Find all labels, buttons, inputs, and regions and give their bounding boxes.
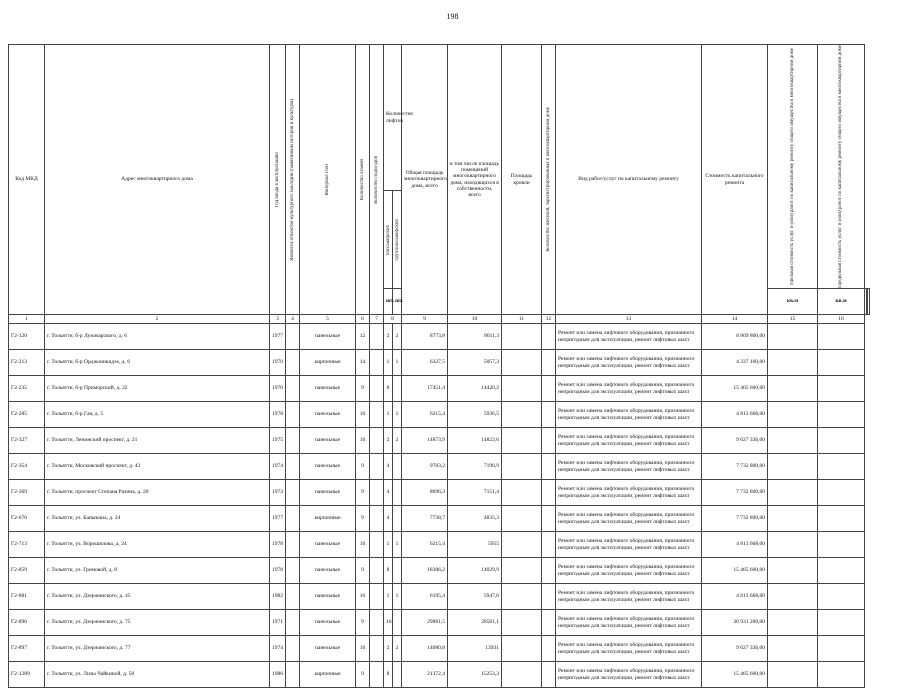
table-cell-year: 1973 <box>270 480 286 506</box>
table-cell-entrances <box>370 402 384 428</box>
capital-repair-table <box>8 44 870 688</box>
table-cell-work-type: Ремонт или замена лифтового оборудования, признанного непригодным для эксплуатации, ремонт лифтовых шахт <box>556 428 702 454</box>
table-cell-wall: панельные <box>300 324 356 350</box>
col-cargo-lifts-header: грузопассажирских <box>393 191 402 289</box>
table-cell-max-cost <box>818 532 865 558</box>
table-cell-floors: 9 <box>356 454 370 480</box>
table-cell-year: 1970 <box>270 376 286 402</box>
table-row <box>9 480 870 506</box>
table-cell-wall: панельные <box>300 532 356 558</box>
column-number: 2 <box>45 315 270 324</box>
column-number: 16 <box>818 315 865 324</box>
table-cell-address: г. Тольятти, ул. Баныкина, д. 24 <box>45 506 270 532</box>
column-number: 12 <box>542 315 556 324</box>
table-cell-unit-cost <box>768 636 818 662</box>
table-cell-cargo-lifts <box>393 662 402 688</box>
table-cell-heritage <box>286 636 300 662</box>
col-year-header: Год ввода в эксплуатацию <box>270 45 286 315</box>
table-cell-roof <box>502 506 542 532</box>
table-cell-cost: 4 337 100,00 <box>702 350 768 376</box>
table-cell-code: Г2-881 <box>9 584 45 610</box>
table-cell-floors: 9 <box>356 662 370 688</box>
col-cost-header: Стоимость капитального ремонта <box>702 45 768 315</box>
table-cell-owned-area: 7196,9 <box>448 454 502 480</box>
table-cell-passenger-lifts: 8 <box>384 558 393 584</box>
table-cell-area: 21372,4 <box>402 662 448 688</box>
table-cell-entrances <box>370 376 384 402</box>
table-cell-year: 1986 <box>270 662 286 688</box>
table-cell-code: Г2-1289 <box>9 662 45 688</box>
table-row <box>9 506 870 532</box>
table-cell-wall: панельные <box>300 636 356 662</box>
table-cell-max-cost <box>818 662 865 688</box>
table-cell-unit-cost <box>768 506 818 532</box>
table-cell-owned-area: 5936,5 <box>448 402 502 428</box>
table-cell-wall: панельные <box>300 558 356 584</box>
table-cell-owned-area: 5947,6 <box>448 584 502 610</box>
table-cell-area: 6215,4 <box>402 402 448 428</box>
table-cell-roof <box>502 636 542 662</box>
table-cell-heritage <box>286 558 300 584</box>
table-cell-heritage <box>286 350 300 376</box>
table-cell-floors: 16 <box>356 428 370 454</box>
table-cell-residents <box>542 532 556 558</box>
table-cell-entrances <box>370 324 384 350</box>
table-cell-max-cost <box>818 636 865 662</box>
table-cell-max-cost <box>818 454 865 480</box>
column-number: 7 <box>370 315 384 324</box>
table-cell-floors: 9 <box>356 610 370 636</box>
table-cell-cargo-lifts <box>393 558 402 584</box>
col-owned-area-header: в том числе площадь помещений многоквартирного дома, находящихся в собственности, всего <box>448 45 502 315</box>
table-cell-floors: 9 <box>356 558 370 584</box>
table-cell-work-type: Ремонт или замена лифтового оборудования, признанного непригодным для эксплуатации, ремонт лифтовых шахт <box>556 324 702 350</box>
table-cell-area: 14080,8 <box>402 636 448 662</box>
table-cell-work-type: Ремонт или замена лифтового оборудования, признанного непригодным для эксплуатации, ремонт лифтовых шахт <box>556 454 702 480</box>
table-cell-owned-area: 7151,4 <box>448 480 502 506</box>
table-cell-max-cost <box>818 428 865 454</box>
table-cell-roof <box>502 584 542 610</box>
table-cell-owned-area: 8611,3 <box>448 324 502 350</box>
table-cell-area: 6195,4 <box>402 584 448 610</box>
column-number: 1 <box>9 315 45 324</box>
table-cell-address: г. Тольятти, проспект Степана Разина, д. 20 <box>45 480 270 506</box>
table-cell-address: г. Тольятти, б-р Приморский, д. 32 <box>45 376 270 402</box>
table-cell-passenger-lifts: 2 <box>384 324 393 350</box>
col-wall-header: Материал стен <box>300 45 356 315</box>
col-floors-header: Количество этажей <box>356 45 370 315</box>
col-passenger-lifts-header: пассажирских <box>384 191 393 289</box>
table-cell-address: г. Тольятти, б-р Луначарского, д. 6 <box>45 324 270 350</box>
table-cell-owned-area: 14822,6 <box>448 428 502 454</box>
table-cell-code: Г2-354 <box>9 454 45 480</box>
table-cell-code: Г2-713 <box>9 532 45 558</box>
table-cell-address: г. Тольятти, ул. Дзержинского, д. 77 <box>45 636 270 662</box>
col-entrances-header: Количество подъездов <box>370 45 384 315</box>
table-cell-max-cost <box>818 558 865 584</box>
unit-owned-area: кв.м <box>818 288 865 314</box>
table-cell-max-cost <box>818 506 865 532</box>
table-cell-entrances <box>370 662 384 688</box>
table-cell-owned-area: 14029,9 <box>448 558 502 584</box>
table-cell-wall: панельные <box>300 402 356 428</box>
column-number: 15 <box>768 315 818 324</box>
table-cell-year: 1974 <box>270 636 286 662</box>
table-cell-max-cost <box>818 350 865 376</box>
unit-passenger-lifts: шт. <box>384 288 393 314</box>
table-cell-residents <box>542 350 556 376</box>
table-cell-area: 6215,4 <box>402 532 448 558</box>
table-cell-entrances <box>370 532 384 558</box>
column-number: 5 <box>300 315 356 324</box>
table-row <box>9 324 870 350</box>
table-cell-residents <box>542 610 556 636</box>
table-cell-owned-area: 5057,3 <box>448 350 502 376</box>
table-cell-unit-cost <box>768 376 818 402</box>
table-cell-passenger-lifts: 1 <box>384 532 393 558</box>
table-cell-work-type: Ремонт или замена лифтового оборудования, признанного непригодным для эксплуатации, ремонт лифтовых шахт <box>556 506 702 532</box>
table-cell-cost: 15 465 600,00 <box>702 662 768 688</box>
table-cell-cost: 9 627 336,00 <box>702 428 768 454</box>
table-cell-owned-area: 28581,1 <box>448 610 502 636</box>
table-cell-max-cost <box>818 480 865 506</box>
table-cell-area: 6327,5 <box>402 350 448 376</box>
table-cell-floors: 16 <box>356 532 370 558</box>
table-row <box>9 610 870 636</box>
table-cell-residents <box>542 454 556 480</box>
table-cell-entrances <box>370 480 384 506</box>
table-cell-roof <box>502 480 542 506</box>
column-number: 4 <box>286 315 300 324</box>
table-cell-area: 18386,2 <box>402 558 448 584</box>
table-cell-cost: 15 465 600,00 <box>702 376 768 402</box>
table-cell-residents <box>542 428 556 454</box>
table-cell-address: г. Тольятти, ул. Ворошилова, д. 24 <box>45 532 270 558</box>
table-cell-passenger-lifts: 16 <box>384 610 393 636</box>
table-cell-entrances <box>370 350 384 376</box>
table-cell-roof <box>502 324 542 350</box>
table-cell-code: Г2-285 <box>9 402 45 428</box>
table-cell-unit-cost <box>768 428 818 454</box>
table-row <box>9 402 870 428</box>
col-roof-header: Площадь кровли <box>502 45 542 315</box>
table-cell-passenger-lifts: 1 <box>384 402 393 428</box>
table-cell-max-cost <box>818 610 865 636</box>
table-cell-passenger-lifts: 8 <box>384 662 393 688</box>
table-cell-wall: кирпичные <box>300 662 356 688</box>
table-cell-residents <box>542 636 556 662</box>
table-cell-wall: панельные <box>300 428 356 454</box>
table-cell-heritage <box>286 506 300 532</box>
table-row <box>9 532 870 558</box>
table-cell-unit-cost <box>768 480 818 506</box>
table-cell-year: 1978 <box>270 402 286 428</box>
table-cell-cargo-lifts <box>393 506 402 532</box>
table-cell-roof <box>502 428 542 454</box>
table-cell-wall: панельные <box>300 376 356 402</box>
table-cell-heritage <box>286 376 300 402</box>
table-cell-wall: кирпичные <box>300 506 356 532</box>
table-cell-area: 8696,3 <box>402 480 448 506</box>
table-cell-work-type: Ремонт или замена лифтового оборудования, признанного непригодным для эксплуатации, ремонт лифтовых шахт <box>556 480 702 506</box>
table-cell-roof <box>502 610 542 636</box>
table-cell-area: 9783,2 <box>402 454 448 480</box>
table-cell-cost: 7 732 800,00 <box>702 506 768 532</box>
table-cell-entrances <box>370 506 384 532</box>
table-cell-area: 17451,4 <box>402 376 448 402</box>
table-cell-address: г. Тольятти, Московский проспект, д. 43 <box>45 454 270 480</box>
table-cell-code: Г2-213 <box>9 350 45 376</box>
table-cell-area: 7738,7 <box>402 506 448 532</box>
table-cell-code: Г2-859 <box>9 558 45 584</box>
col-lifts-header: Количество лифтов <box>384 45 402 191</box>
table-cell-year: 1978 <box>270 532 286 558</box>
table-cell-code: Г2-327 <box>9 428 45 454</box>
column-number: 9 <box>402 315 448 324</box>
table-cell-year: 1971 <box>270 610 286 636</box>
table-cell-wall: кирпичные <box>300 350 356 376</box>
table-cell-max-cost <box>818 402 865 428</box>
table-cell-work-type: Ремонт или замена лифтового оборудования, признанного непригодным для эксплуатации, ремонт лифтовых шахт <box>556 532 702 558</box>
table-cell-code: Г2-897 <box>9 636 45 662</box>
table-cell-roof <box>502 558 542 584</box>
table-cell-roof <box>502 376 542 402</box>
col-max-cost-header: Предельная стоимость услуг и (или) работ по капитальному ремонту общего имущества в многоквартирном доме <box>818 45 865 289</box>
table-cell-entrances <box>370 428 384 454</box>
table-cell-roof <box>502 662 542 688</box>
table-cell-floors: 14 <box>356 350 370 376</box>
table-cell-entrances <box>370 610 384 636</box>
table-cell-year: 1977 <box>270 324 286 350</box>
table-cell-passenger-lifts: 4 <box>384 506 393 532</box>
table-cell-entrances <box>370 584 384 610</box>
table-cell-code: Г2-670 <box>9 506 45 532</box>
table-cell-cargo-lifts <box>393 376 402 402</box>
table-cell-work-type: Ремонт или замена лифтового оборудования, признанного непригодным для эксплуатации, ремонт лифтовых шахт <box>556 350 702 376</box>
column-number: 14 <box>702 315 768 324</box>
table-cell-wall: панельные <box>300 584 356 610</box>
table-cell-floors: 9 <box>356 376 370 402</box>
table-cell-floors: 12 <box>356 324 370 350</box>
table-cell-wall: панельные <box>300 610 356 636</box>
table-cell-area: 8773,8 <box>402 324 448 350</box>
table-row <box>9 350 870 376</box>
column-number: 10 <box>448 315 502 324</box>
table-row <box>9 636 870 662</box>
col-address-header: Адрес многоквартирного дома <box>45 45 270 315</box>
table-cell-year: 1970 <box>270 350 286 376</box>
table-cell-passenger-lifts: 4 <box>384 454 393 480</box>
col-heritage-header: Является объектом культурного наследия (памятником истории и культуры) <box>286 45 300 315</box>
table-cell-owned-area: 4835,3 <box>448 506 502 532</box>
table-cell-unit-cost <box>768 532 818 558</box>
table-cell-cost: 4 813 668,00 <box>702 402 768 428</box>
table-cell-wall: панельные <box>300 480 356 506</box>
table-cell-residents <box>542 584 556 610</box>
table-cell-owned-area: 14420,2 <box>448 376 502 402</box>
table-cell-residents <box>542 376 556 402</box>
column-number: 13 <box>556 315 702 324</box>
table-cell-unit-cost <box>768 402 818 428</box>
table-cell-address: г. Тольятти, ул. Лизы Чайкиной, д. 50 <box>45 662 270 688</box>
col-code-header: Код МКД <box>9 45 45 315</box>
table-cell-cost: 30 931 200,00 <box>702 610 768 636</box>
table-cell-roof <box>502 402 542 428</box>
table-cell-passenger-lifts: 2 <box>384 428 393 454</box>
table-cell-owned-area: 5955 <box>448 532 502 558</box>
table-cell-entrances <box>370 454 384 480</box>
table-cell-entrances <box>370 636 384 662</box>
table-cell-year: 1977 <box>270 506 286 532</box>
table-cell-wall: панельные <box>300 454 356 480</box>
table-row <box>9 454 870 480</box>
table-cell-address: г. Тольятти, ул. Громовой, д. 8 <box>45 558 270 584</box>
table-cell-cargo-lifts: 2 <box>393 636 402 662</box>
table-cell-residents <box>542 662 556 688</box>
table-cell-address: г. Тольятти, б-р Гая, д. 5 <box>45 402 270 428</box>
col-area-header: Общая площадь многоквартирного дома, всего <box>402 45 448 315</box>
table-cell-year: 1974 <box>270 454 286 480</box>
table-cell-residents <box>542 480 556 506</box>
page-number: 198 <box>446 12 459 21</box>
table-cell-entrances <box>370 558 384 584</box>
table-cell-year: 1975 <box>270 428 286 454</box>
table-cell-cost: 4 813 668,00 <box>702 532 768 558</box>
table-cell-floors: 16 <box>356 402 370 428</box>
table-cell-heritage <box>286 324 300 350</box>
table-cell-cost: 8 869 800,00 <box>702 324 768 350</box>
table-cell-heritage <box>286 532 300 558</box>
table-cell-work-type: Ремонт или замена лифтового оборудования, признанного непригодным для эксплуатации, ремонт лифтовых шахт <box>556 402 702 428</box>
table-row <box>9 662 870 688</box>
table-cell-cost: 15 465 600,00 <box>702 558 768 584</box>
col-residents-header: Количество жителей, зарегистрированных в многоквартирном доме <box>542 45 556 315</box>
unit-cargo-lifts: шт. <box>393 288 402 314</box>
table-cell-address: г. Тольятти, б-р Орджоникидзе, д. 6 <box>45 350 270 376</box>
table-cell-unit-cost <box>768 558 818 584</box>
table-cell-cargo-lifts: 2 <box>393 428 402 454</box>
table-cell-max-cost <box>818 376 865 402</box>
table-cell-cargo-lifts <box>393 610 402 636</box>
table-cell-address: г. Тольятти, Ленинский проспект, д. 21 <box>45 428 270 454</box>
col-unit-cost-header: Удельная стоимость услуг и (или) работ по капитальному ремонту общего имущества в многоквартирном доме <box>768 45 818 289</box>
table-cell-unit-cost <box>768 610 818 636</box>
table-cell-heritage <box>286 480 300 506</box>
table-cell-residents <box>542 324 556 350</box>
table-cell-address: г. Тольятти, ул. Дзержинского, д. 45 <box>45 584 270 610</box>
table-cell-work-type: Ремонт или замена лифтового оборудования, признанного непригодным для эксплуатации, ремонт лифтовых шахт <box>556 558 702 584</box>
table-cell-code: Г2-235 <box>9 376 45 402</box>
table-cell-roof <box>502 532 542 558</box>
table-cell-max-cost <box>818 324 865 350</box>
column-number: 8 <box>384 315 402 324</box>
table-cell-heritage <box>286 584 300 610</box>
table-cell-passenger-lifts: 2 <box>384 636 393 662</box>
column-number: 3 <box>270 315 286 324</box>
table-cell-floors: 16 <box>356 584 370 610</box>
table-row <box>9 376 870 402</box>
table-cell-address: г. Тольятти, ул. Дзержинского, д. 75 <box>45 610 270 636</box>
table-cell-owned-area: 13931 <box>448 636 502 662</box>
table-cell-code: Г2-120 <box>9 324 45 350</box>
table-cell-floors: 9 <box>356 506 370 532</box>
column-number: 6 <box>356 315 370 324</box>
table-cell-unit-cost <box>768 584 818 610</box>
table-cell-code: Г2-369 <box>9 480 45 506</box>
table-cell-cargo-lifts: 1 <box>393 402 402 428</box>
table-cell-residents <box>542 402 556 428</box>
table-cell-passenger-lifts: 1 <box>384 350 393 376</box>
col-work-type-header: Вид работ/услуг по капитальному ремонту <box>556 45 702 315</box>
table-cell-max-cost <box>818 584 865 610</box>
table-cell-cost: 7 732 800,00 <box>702 454 768 480</box>
table-cell-heritage <box>286 402 300 428</box>
table-cell-year: 1978 <box>270 558 286 584</box>
table-cell-owned-area: 15253,3 <box>448 662 502 688</box>
table-cell-work-type: Ремонт или замена лифтового оборудования, признанного непригодным для эксплуатации, ремонт лифтовых шахт <box>556 376 702 402</box>
table-cell-cost: 9 627 336,00 <box>702 636 768 662</box>
table-cell-unit-cost <box>768 454 818 480</box>
column-number: 11 <box>502 315 542 324</box>
table-cell-cargo-lifts <box>393 480 402 506</box>
table-cell-heritage <box>286 610 300 636</box>
table-cell-cargo-lifts: 1 <box>393 584 402 610</box>
table-row <box>9 428 870 454</box>
table-cell-heritage <box>286 454 300 480</box>
table-cell-cargo-lifts: 2 <box>393 324 402 350</box>
table-cell-cargo-lifts: 1 <box>393 532 402 558</box>
table-cell-floors: 16 <box>356 636 370 662</box>
column-number-row <box>9 315 870 324</box>
table-cell-passenger-lifts: 8 <box>384 376 393 402</box>
table-cell-unit-cost <box>768 324 818 350</box>
table-cell-heritage <box>286 662 300 688</box>
table-cell-cargo-lifts <box>393 454 402 480</box>
table-cell-residents <box>542 558 556 584</box>
table-row <box>9 558 870 584</box>
table-cell-area: 14873,9 <box>402 428 448 454</box>
table-cell-residents <box>542 506 556 532</box>
table-cell-unit-cost <box>768 350 818 376</box>
table-cell-work-type: Ремонт или замена лифтового оборудования, признанного непригодным для эксплуатации, ремонт лифтовых шахт <box>556 662 702 688</box>
table-cell-year: 1982 <box>270 584 286 610</box>
table-cell-area: 29881,5 <box>402 610 448 636</box>
table-cell-roof <box>502 350 542 376</box>
table-cell-work-type: Ремонт или замена лифтового оборудования, признанного непригодным для эксплуатации, ремонт лифтовых шахт <box>556 584 702 610</box>
unit-max-cost <box>868 288 870 314</box>
table-cell-work-type: Ремонт или замена лифтового оборудования, признанного непригодным для эксплуатации, ремонт лифтовых шахт <box>556 610 702 636</box>
table-cell-roof <box>502 454 542 480</box>
unit-area: кв.м <box>768 288 818 314</box>
table-cell-cost: 4 813 668,00 <box>702 584 768 610</box>
table-row <box>9 584 870 610</box>
table-cell-heritage <box>286 428 300 454</box>
table-cell-cargo-lifts: 1 <box>393 350 402 376</box>
table-cell-code: Г2-890 <box>9 610 45 636</box>
table-cell-passenger-lifts: 4 <box>384 480 393 506</box>
table-cell-work-type: Ремонт или замена лифтового оборудования, признанного непригодным для эксплуатации, ремонт лифтовых шахт <box>556 636 702 662</box>
table-cell-unit-cost <box>768 662 818 688</box>
table-cell-cost: 7 732 800,00 <box>702 480 768 506</box>
header-row <box>9 45 870 191</box>
table-cell-passenger-lifts: 1 <box>384 584 393 610</box>
table-cell-floors: 9 <box>356 480 370 506</box>
